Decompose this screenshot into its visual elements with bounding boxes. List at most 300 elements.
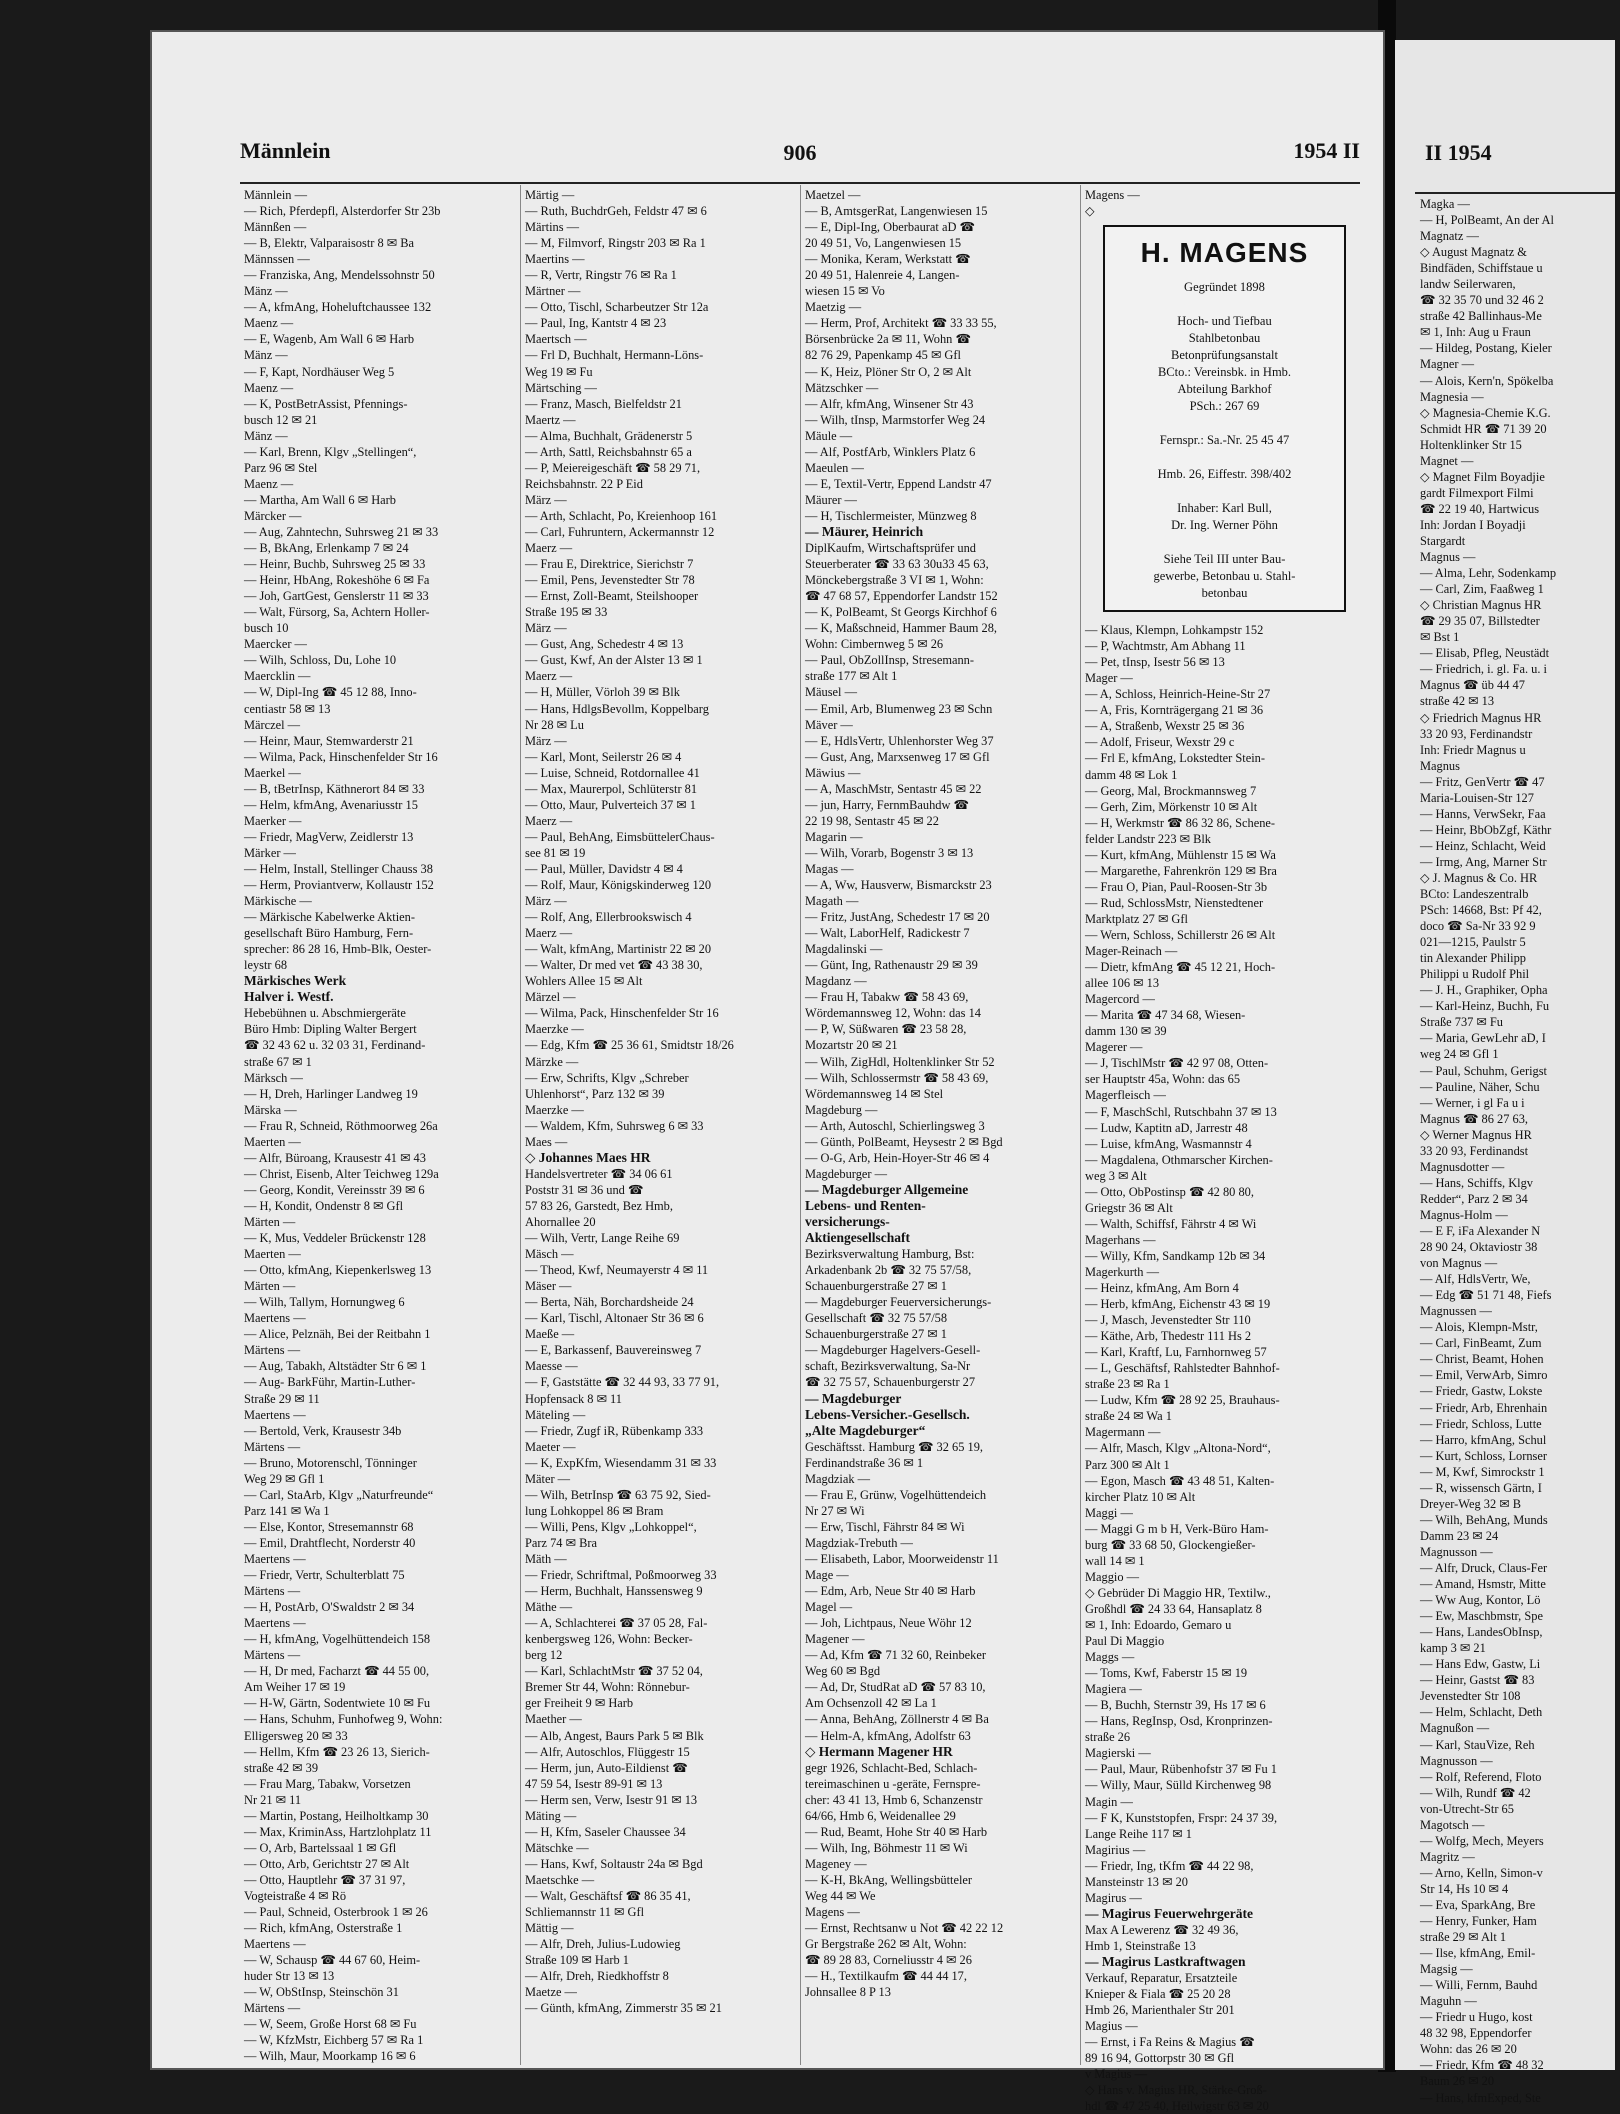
directory-entry: — K, PostBetrAssist, Pfennings-: [244, 396, 408, 411]
surname-heading: Mäsch —: [525, 1247, 574, 1262]
surname-heading: Magirius —: [1085, 1842, 1146, 1857]
directory-entry: — Frau E, Grünw, Vogelhüttendeich: [805, 1487, 987, 1502]
directory-entry: — P, Wachtmstr, Am Abhang 11: [1085, 639, 1246, 654]
directory-entry: — Georg, Kondit, Vereinsstr 39 ✉ 6: [244, 1182, 425, 1197]
surname-heading: Männlein —: [244, 188, 307, 202]
directory-entry: Parz 96 ✉ Stel: [244, 460, 318, 475]
directory-entry: — Friedr, Vertr, Schulterblatt 75: [244, 1568, 405, 1583]
directory-entry: — Bruno, Motorenschl, Tönninger: [244, 1455, 417, 1470]
directory-entry: busch 12 ✉ 21: [244, 412, 318, 427]
directory-entry: Griegstr 36 ✉ Alt: [1085, 1200, 1173, 1215]
surname-heading: Märzke —: [525, 1054, 579, 1069]
directory-entry: — Friedr u Hugo, kost: [1420, 2010, 1533, 2025]
directory-entry: Johnsallee 8 P 13: [805, 1985, 891, 2000]
directory-entry: straße 177 ✉ Alt 1: [805, 669, 898, 684]
directory-entry: — J. H., Graphiker, Opha: [1420, 983, 1548, 998]
ad-line: PSch.: 267 69: [1189, 399, 1260, 414]
directory-entry: — W, Schausp ☎ 44 67 60, Heim-: [244, 1953, 421, 1968]
surname-heading: Magiera —: [1085, 1682, 1142, 1697]
directory-entry: — Magdeburger Hagelvers-Gesell-: [805, 1343, 981, 1358]
directory-entry: — Paul, Ing, Kantstr 4 ✉ 23: [525, 316, 667, 331]
directory-entry: — Pet, tInsp, Isestr 56 ✉ 13: [1085, 655, 1225, 670]
ad-line: [1111, 449, 1338, 466]
surname-heading: Märcker —: [244, 508, 302, 523]
directory-entry: — K, ExpKfm, Wiesendamm 31 ✉ 33: [525, 1455, 717, 1470]
surname-heading: von Magnus —: [1420, 1256, 1498, 1271]
directory-entry: Nr 21 ✉ 11: [244, 1792, 302, 1807]
directory-entry: — Hellm, Kfm ☎ 23 26 13, Sierich-: [244, 1744, 430, 1759]
directory-entry: — Rolf, Ang, Ellerbrookswisch 4: [525, 910, 692, 925]
directory-entry: — Friedr, Arb, Ehrenhain: [1420, 1400, 1548, 1415]
directory-entry: Hopfensack 8 ✉ 11: [525, 1391, 622, 1406]
directory-entry: cher: 43 41 13, Hmb 6, Schanzenstr: [805, 1792, 983, 1807]
surname-heading: Maerz —: [525, 669, 573, 684]
directory-entry: ◇ Magnet Film Boyadjie: [1420, 469, 1545, 484]
directory-entry: ser Hauptstr 45a, Wohn: das 65: [1085, 1072, 1241, 1087]
directory-entry: — Friedr, Schriftmal, Poßmoorweg 33: [525, 1568, 717, 1583]
facing-header-rule: [1415, 192, 1615, 194]
surname-heading: Mänz —: [244, 348, 288, 363]
surname-heading: Magdalinski —: [805, 942, 883, 957]
directory-entry: Wohn: Cimbernweg 5 ✉ 26: [805, 637, 944, 652]
ad-line: Inhaber: Karl Bull,: [1177, 501, 1272, 516]
directory-entry: — Hans, Schuhm, Funhofweg 9, Wohn:: [244, 1712, 443, 1727]
directory-entry: — Ernst, Zoll-Beamt, Steilshooper: [525, 589, 699, 604]
directory-entry: — M, Filmvorf, Ringstr 203 ✉ Ra 1: [525, 236, 706, 251]
directory-entry: — Willy, Maur, Sülld Kirchenweg 98: [1085, 1778, 1272, 1793]
directory-entry: — R, Vertr, Ringstr 76 ✉ Ra 1: [525, 268, 677, 283]
directory-entry: — Ernst, i Fa Reins & Magius ☎: [1085, 2035, 1255, 2050]
surname-heading: Maerzke —: [525, 1102, 584, 1117]
ad-line: [1111, 296, 1338, 313]
surname-heading: Märtner —: [525, 284, 581, 299]
surname-heading: Maether —: [525, 1712, 582, 1727]
directory-entry: — Klaus, Klempn, Lohkampstr 152: [1085, 623, 1264, 638]
directory-entry: — Magirus Lastkraftwagen: [1085, 1953, 1246, 1969]
directory-entry: — Georg, Mal, Brockmannsweg 7: [1085, 783, 1257, 798]
directory-entry: — Hans Edw, Gastw, Li: [1420, 1657, 1541, 1672]
directory-entry: — A, Schlachterei ☎ 37 05 28, Fal-: [525, 1616, 708, 1631]
directory-entry: straße 26: [1085, 1730, 1131, 1745]
directory-entry: — Alfr, Dreh, Riedkhoffstr 8: [525, 1969, 669, 1984]
directory-entry: — K, Heiz, Plöner Str O, 2 ✉ Alt: [805, 364, 972, 379]
directory-entry: — Pauline, Näher, Schu: [1420, 1079, 1540, 1094]
page-header: [240, 110, 1360, 165]
directory-entry: — Ilse, kfmAng, Emil-: [1420, 1946, 1536, 1961]
directory-entry: Magnus: [1420, 758, 1460, 773]
directory-entry: Wohlers Allee 15 ✉ Alt: [525, 974, 643, 989]
surname-heading: Märten —: [244, 1215, 296, 1229]
surname-heading: Magnus-Holm —: [1420, 1207, 1508, 1222]
directory-entry: Wohn: das 26 ✉ 20: [1420, 2042, 1517, 2057]
directory-entry: — Max, Maurerpol, Schlüterstr 81: [525, 781, 698, 796]
directory-entry: — Rolf, Maur, Königskinderweg 120: [525, 878, 712, 893]
directory-entry: — Alb, Angest, Baurs Park 5 ✉ Blk: [525, 1728, 704, 1743]
directory-entry: — Edg, Kfm ☎ 25 36 61, Smidtstr 18/26: [525, 1038, 734, 1053]
directory-entry: — B, AmtsgerRat, Langenwiesen 15: [805, 204, 988, 219]
directory-entry: — Elisab, Pfleg, Neustädt: [1420, 646, 1550, 661]
directory-entry: — Fritz, JustAng, Schedestr 17 ✉ 20: [805, 910, 990, 925]
directory-entry: — P, Meiereigeschäft ☎ 58 29 71,: [525, 460, 701, 475]
directory-entry: Lebens- und Renten-: [805, 1197, 926, 1213]
directory-entry: Vogteistraße 4 ✉ Rö: [244, 1888, 347, 1903]
directory-entry: centiastr 58 ✉ 13: [244, 701, 331, 716]
directory-entry: — Wern, Schloss, Schillerstr 26 ✉ Alt: [1085, 927, 1276, 942]
directory-entry: Straße 195 ✉ 33: [525, 605, 608, 620]
directory-entry: — Friedr, Schloss, Lutte: [1420, 1416, 1542, 1431]
surname-heading: Magritz —: [1420, 1849, 1475, 1864]
surname-heading: Magerhans —: [1085, 1232, 1156, 1247]
directory-entry: ☎ 22 19 40, Hartwicus: [1420, 501, 1540, 516]
running-head: Männlein: [240, 138, 331, 163]
directory-entry: kenbergsweg 126, Wohn: Becker-: [525, 1632, 693, 1647]
directory-entry: — Arno, Kelln, Simon-v: [1420, 1865, 1543, 1880]
directory-entry: Magnus ☎ üb 44 47: [1420, 678, 1525, 693]
directory-entry: Hmb 1, Steinstraße 13: [1085, 1938, 1196, 1953]
directory-entry: Paul Di Maggio: [1085, 1634, 1165, 1649]
surname-heading: Magnusson —: [1420, 1544, 1493, 1559]
directory-entry: — Elisabeth, Labor, Moorweidenstr 11: [805, 1551, 999, 1566]
directory-entry: — Walth, Schiffsf, Fährstr 4 ✉ Wi: [1085, 1216, 1257, 1231]
directory-entry: — Gust, Ang, Schedestr 4 ✉ 13: [525, 637, 684, 652]
directory-entry: Schliemannstr 11 ✉ Gfl: [525, 1905, 645, 1920]
directory-entry: „Alte Magdeburger“: [805, 1422, 926, 1438]
directory-entry: — Harro, kfmAng, Schul: [1420, 1432, 1547, 1447]
directory-entry: — Karl-Heinz, Buchh, Fu: [1420, 999, 1550, 1014]
surname-heading: Maerten —: [244, 1134, 301, 1149]
directory-entry: Weg 60 ✉ Bgd: [805, 1664, 881, 1679]
directory-entry: — Edg ☎ 51 71 48, Fiefs: [1420, 1288, 1552, 1303]
directory-entry: — Heinz, Schlacht, Weid: [1420, 838, 1546, 853]
directory-entry: — Alfr, kfmAng, Winsener Str 43: [805, 396, 974, 411]
directory-entry: Hebebühnen u. Abschmiergeräte: [244, 1006, 406, 1021]
directory-entry: berg 12: [525, 1648, 563, 1663]
directory-entry: — Ernst, Rechtsanw u Not ☎ 42 22 12: [805, 1921, 1004, 1936]
directory-entry: — Paul, ObZollInsp, Stresemann-: [805, 653, 974, 668]
surname-heading: Maenz —: [244, 476, 294, 491]
directory-entry: ◇ Christian Magnus HR: [1420, 598, 1542, 613]
directory-entry: Straße 29 ✉ 11: [244, 1391, 320, 1406]
surname-heading: Magotsch —: [1420, 1817, 1485, 1832]
directory-entry: 89 16 94, Gottorpstr 30 ✉ Gfl: [1085, 2051, 1235, 2066]
directory-entry: — Bertold, Verk, Krausestr 34b: [244, 1423, 402, 1438]
surname-heading: Maeter —: [525, 1439, 576, 1454]
directory-entry: Steuerberater ☎ 33 63 30u33 45 63,: [805, 557, 989, 572]
directory-entry: — Paul, BehAng, EimsbüttelerChaus-: [525, 829, 715, 844]
surname-heading: Mäth —: [525, 1551, 567, 1566]
directory-entry: — Kurt, Schloss, Lornser: [1420, 1448, 1547, 1463]
directory-entry: — Alf, PostfArb, Winklers Platz 6: [805, 444, 976, 459]
directory-entry: — Wilh, Vorarb, Bogenstr 3 ✉ 13: [805, 845, 974, 860]
directory-entry: — Margarethe, Fahrenkrön 129 ✉ Bra: [1085, 863, 1277, 878]
directory-entry: — Hans, Kwf, Soltaustr 24a ✉ Bgd: [525, 1856, 703, 1871]
directory-entry: — Helm, kfmAng, Avenariusstr 15: [244, 797, 418, 812]
surname-heading: Maerzke —: [525, 1022, 584, 1037]
directory-entry: 20 49 51, Halenreie 4, Langen-: [805, 268, 960, 283]
directory-entry: damm 130 ✉ 39: [1085, 1024, 1167, 1039]
surname-heading: März —: [525, 733, 567, 748]
directory-entry: — Herm sen, Verw, Isestr 91 ✉ 13: [525, 1792, 698, 1807]
directory-entry: — F, Gaststätte ☎ 32 44 93, 33 77 91,: [525, 1375, 720, 1390]
surname-heading: Mäurer —: [805, 492, 857, 507]
surname-heading: Maes —: [525, 1134, 568, 1149]
directory-entry: Bremer Str 44, Wohn: Rönnebur-: [525, 1680, 690, 1695]
directory-entry: — Heinr, Gastst ☎ 83: [1420, 1673, 1535, 1688]
directory-entry: — Ludw, Kaptitn aD, Jarrestr 48: [1085, 1120, 1248, 1135]
directory-entry: straße 42 ✉ 13: [1420, 694, 1495, 709]
directory-entry: Mönckebergstraße 3 VI ✉ 1, Wohn:: [805, 573, 984, 588]
directory-entry: ◇ August Magnatz &: [1420, 245, 1527, 260]
facing-column: [1420, 196, 1620, 2106]
directory-entry: Arkadenbank 2b ☎ 32 75 57/58,: [805, 1263, 972, 1278]
directory-entry: — Franz, Masch, Bielfeldstr 21: [525, 396, 682, 411]
directory-entry: huder Str 13 ✉ 13: [244, 1969, 335, 1984]
surname-heading: Mäwius —: [805, 765, 861, 780]
surname-heading: März —: [525, 621, 567, 636]
directory-entry: — Wolfg, Mech, Meyers: [1420, 1833, 1544, 1848]
directory-entry: ☎ 29 35 07, Billstedter: [1420, 614, 1540, 629]
directory-entry: — Paul, Schuhm, Gerigst: [1420, 1063, 1547, 1078]
surname-heading: Mätschke —: [525, 1840, 589, 1855]
directory-entry: — Walt, Geschäftsf ☎ 86 35 41,: [525, 1888, 691, 1903]
directory-entry: von-Utrecht-Str 65: [1420, 1801, 1514, 1816]
directory-entry: — Alma, Buchhalt, Grädenerstr 5: [525, 428, 693, 443]
directory-entry: — P, W, Süßwaren ☎ 23 58 28,: [805, 1022, 967, 1037]
directory-entry: — Arth, Autoschl, Schierlingsweg 3: [805, 1118, 985, 1133]
directory-entry: — Alois, Klempn-Mstr,: [1420, 1320, 1538, 1335]
directory-entry: Hmb 26, Marienthaler Str 201: [1085, 2003, 1235, 2018]
directory-entry: Poststr 31 ✉ 36 und ☎: [525, 1182, 644, 1197]
surname-heading: Magnesia —: [1420, 389, 1484, 404]
directory-entry: — Else, Kontor, Stresemannstr 68: [244, 1519, 414, 1534]
directory-entry: — Heinr, Maur, Stemwarderstr 21: [244, 733, 414, 748]
directory-entry: — Herm, Buchhalt, Hanssensweg 9: [525, 1584, 703, 1599]
directory-entry: — Aug- BarkFühr, Martin-Luther-: [244, 1375, 416, 1390]
directory-entry: — Walt, LaborHelf, Radickestr 7: [805, 926, 970, 941]
surname-heading: Märczel —: [244, 717, 301, 732]
surname-heading: Märksch —: [244, 1070, 303, 1085]
surname-heading: Maeulen —: [805, 460, 864, 475]
surname-heading: Maercker —: [244, 637, 307, 652]
directory-entry: — Willi, Fernm, Bauhd: [1420, 1978, 1538, 1993]
directory-entry: kircher Platz 10 ✉ Alt: [1085, 1489, 1196, 1504]
directory-entry: — Wilma, Pack, Hinschenfelder Str 16: [244, 749, 438, 764]
directory-entry: — Amand, Hsmstr, Mitte: [1420, 1577, 1546, 1592]
directory-entry: Weg 44 ✉ We: [805, 1888, 876, 1903]
column-2: [520, 185, 800, 2065]
directory-entry: Am Weiher 17 ✉ 19: [244, 1680, 346, 1695]
directory-entry: ✉ 1, Inh: Edoardo, Gemaro u: [1085, 1618, 1232, 1632]
directory-entry: Bezirksverwaltung Hamburg, Bst:: [805, 1247, 975, 1262]
directory-entry: — Kurt, kfmAng, Mühlenstr 15 ✉ Wa: [1085, 847, 1276, 862]
directory-entry: burg ☎ 33 68 50, Glockengießer-: [1085, 1537, 1256, 1552]
surname-heading: Maggio —: [1085, 1569, 1140, 1584]
directory-entry: Weg 29 ✉ Gfl 1: [244, 1471, 325, 1486]
directory-entry: — Wilh, Schlossermstr ☎ 58 43 69,: [805, 1070, 989, 1085]
directory-entry: — Otto, kfmAng, Kiepenkerlsweg 13: [244, 1263, 432, 1278]
directory-entry: — jun, Harry, FernmBauhdw ☎: [805, 797, 969, 812]
directory-entry: Gesellschaft ☎ 32 75 57/58: [805, 1311, 948, 1326]
surname-heading: Maetzig —: [805, 300, 862, 315]
directory-entry: Geschäftsst. Hamburg ☎ 32 65 19,: [805, 1439, 983, 1454]
directory-entry: — H, Kfm, Saseler Chaussee 34: [525, 1824, 686, 1839]
surname-heading: Mäver —: [805, 717, 853, 732]
directory-entry: — K, Mus, Veddeler Brückenstr 128: [244, 1231, 426, 1246]
surname-heading: Maertens —: [244, 1407, 306, 1422]
directory-entry: BCto: Landeszentralb: [1420, 887, 1529, 902]
directory-entry: — M, Kwf, Simrockstr 1: [1420, 1464, 1545, 1479]
directory-entry: Verkauf, Reparatur, Ersatzteile: [1085, 1971, 1238, 1986]
directory-entry: — Wilh, BetrInsp ☎ 63 75 92, Sied-: [525, 1487, 711, 1502]
ad-line: Betonprüfungsanstalt: [1171, 348, 1278, 363]
directory-entry: ☎ 32 35 70 und 32 46 2: [1420, 293, 1544, 308]
directory-entry: — Alfr, Büroang, Krausestr 41 ✉ 43: [244, 1150, 426, 1165]
directory-entry: Str 14, Hs 10 ✉ 4: [1420, 1881, 1509, 1896]
surname-heading: Magath —: [805, 894, 859, 909]
directory-entry: — Rolf, Referend, Floto: [1420, 1769, 1542, 1784]
surname-heading: Magdeburger —: [805, 1166, 888, 1181]
directory-entry: — Frau R, Schneid, Röthmoorweg 26a: [244, 1118, 438, 1133]
surname-heading: Mäthe —: [525, 1600, 573, 1615]
directory-entry: — A, kfmAng, Hoheluftchaussee 132: [244, 300, 432, 315]
surname-heading: Magel —: [805, 1600, 853, 1615]
directory-entry: — Theod, Kwf, Neumayerstr 4 ✉ 11: [525, 1263, 709, 1278]
directory-entry: Bindfäden, Schiffstaue u: [1420, 261, 1543, 276]
directory-entry: gardt Filmexport Filmi: [1420, 485, 1534, 500]
directory-entry: — Günth, PolBeamt, Heysestr 2 ✉ Bgd: [805, 1134, 1003, 1149]
surname-heading: Maetze —: [525, 1985, 577, 2000]
surname-heading: Märtins —: [525, 220, 580, 235]
directory-entry: wiesen 15 ✉ Vo: [805, 284, 885, 299]
directory-entry: straße 42 ✉ 39: [244, 1760, 319, 1775]
directory-entry: — Rich, kfmAng, Osterstraße 1: [244, 1921, 403, 1936]
directory-entry: — Emil, VerwArb, Simro: [1420, 1368, 1548, 1383]
directory-entry: — Gust, Kwf, An der Alster 13 ✉ 1: [525, 653, 703, 668]
surname-heading: Maetzel —: [805, 188, 861, 202]
surname-heading: Magercord —: [1085, 992, 1155, 1007]
directory-entry: weg 24 ✉ Gfl 1: [1420, 1047, 1499, 1062]
directory-entry: 48 32 98, Eppendorfer: [1420, 2026, 1532, 2041]
directory-entry: — Ludw, Kfm ☎ 28 92 25, Brauhaus-: [1085, 1393, 1280, 1408]
directory-entry: — Carl, FinBeamt, Zum: [1420, 1336, 1542, 1351]
directory-entry: Damm 23 ✉ 24: [1420, 1528, 1499, 1543]
directory-entry: — H, Müller, Vörloh 39 ✉ Blk: [525, 685, 680, 700]
surname-heading: Märska —: [244, 1102, 297, 1117]
directory-entry: 28 90 24, Oktaviostr 38: [1420, 1240, 1538, 1255]
directory-entry: — Ad, Kfm ☎ 71 32 60, Reinbeker: [805, 1648, 986, 1663]
directory-entry: — Hildeg, Postang, Kieler: [1420, 341, 1552, 356]
directory-entry: — Wilh, Maur, Moorkamp 16 ✉ 6: [244, 2049, 416, 2064]
directory-entry: Schmidt HR ☎ 71 39 20: [1420, 421, 1547, 436]
column-1: [240, 185, 520, 2065]
surname-heading: Maertens —: [244, 1551, 306, 1566]
directory-entry: — Heinr, BbObZgf, Käthr: [1420, 822, 1552, 837]
directory-entry: Handelsvertreter ☎ 34 06 61: [525, 1166, 673, 1181]
surname-heading: Märkische —: [244, 894, 312, 909]
surname-heading: Maertsch —: [525, 332, 587, 347]
directory-entry: 64/66, Hmb 6, Weidenallee 29: [805, 1808, 956, 1823]
directory-entry: ✉ 1, Inh: Aug u Fraun: [1420, 325, 1531, 340]
directory-entry: PSch: 14668, Bst: Pf 42,: [1420, 903, 1542, 918]
surname-heading: Magnusdotter —: [1420, 1159, 1505, 1174]
year-label: 1954 II: [1293, 138, 1360, 163]
directory-entry: Großhdl ☎ 24 33 64, Hansaplatz 8: [1085, 1601, 1262, 1616]
directory-entry: ◇ Magnesia-Chemie K.G.: [1420, 405, 1551, 420]
directory-entry: — Aug, Zahntechn, Suhrsweg 21 ✉ 33: [244, 524, 439, 539]
surname-heading: Magnußon —: [1420, 1721, 1490, 1736]
directory-entry: — Ww Aug, Kontor, Lö: [1420, 1593, 1541, 1608]
directory-entry: Büro Hmb: Dipling Walter Bergert: [244, 1022, 417, 1037]
directory-entry: ◇ Werner Magnus HR: [1420, 1127, 1532, 1142]
directory-entry: — Hans, RegInsp, Osd, Kronprinzen-: [1085, 1714, 1273, 1729]
directory-entry: — Carl, Zim, Faaßweg 1: [1420, 582, 1544, 597]
directory-entry: ☎ 32 75 57, Schauenburgerstr 27: [805, 1375, 976, 1390]
surname-heading: Magierski —: [1085, 1746, 1151, 1761]
directory-entry: — E, Barkassenf, Bauvereinsweg 7: [525, 1343, 702, 1358]
directory-entry: ◇ Gebrüder Di Maggio HR, Textilw.,: [1085, 1585, 1271, 1600]
directory-entry: 33 20 93, Ferdinandstr: [1420, 726, 1533, 741]
directory-entry: Am Ochsenzoll 42 ✉ La 1: [805, 1696, 937, 1711]
surname-heading: Magerfleisch —: [1085, 1088, 1166, 1103]
directory-entry: — Carl, Fuhruntern, Ackermannstr 12: [525, 524, 715, 539]
directory-entry: — H-W, Gärtn, Sodentwiete 10 ✉ Fu: [244, 1696, 431, 1711]
directory-entry: — Helm-A, kfmAng, Adolfstr 63: [805, 1728, 971, 1743]
directory-entry: — Wilh, Rundf ☎ 42: [1420, 1785, 1531, 1800]
ad-line: [1111, 415, 1338, 432]
surname-heading: Mättig —: [525, 1921, 574, 1936]
directory-entry: hdl ☎ 47 25 40, Heilwigstr 63 ✉ 20: [1085, 2099, 1269, 2114]
directory-entry: weg 3 ✉ Alt: [1085, 1168, 1147, 1183]
directory-entry: Inh: Jordan I Boyadji: [1420, 517, 1526, 532]
directory-entry: ◇: [1085, 204, 1095, 219]
directory-entry: — Frl D, Buchhalt, Hermann-Löns-: [525, 348, 704, 363]
directory-entry: ◇ Friedrich Magnus HR: [1420, 710, 1542, 725]
directory-entry: Straße 109 ✉ Harb 1: [525, 1953, 629, 1968]
directory-entry: — Toms, Kwf, Faberstr 15 ✉ 19: [1085, 1666, 1248, 1681]
directory-entry: Parz 300 ✉ Alt 1: [1085, 1457, 1170, 1472]
directory-entry: — Magdeburger Allgemeine: [805, 1181, 969, 1197]
directory-entry: — Alfr, Autoschlos, Flüggestr 15: [525, 1744, 690, 1759]
directory-entry: Straße 737 ✉ Fu: [1420, 1015, 1504, 1030]
directory-entry: felder Landstr 223 ✉ Blk: [1085, 831, 1211, 846]
directory-entry: — Günth, kfmAng, Zimmerstr 35 ✉ 21: [525, 2001, 722, 2016]
directory-entry: — E, Dipl-Ing, Oberbaurat aD ☎: [805, 220, 975, 235]
ad-line: [1111, 534, 1338, 551]
surname-heading: Maertins —: [525, 252, 585, 267]
surname-heading: Männssen —: [244, 252, 310, 267]
directory-entry: — Karl, StauVize, Reh: [1420, 1737, 1535, 1752]
surname-heading: Mäter —: [525, 1471, 571, 1486]
directory-entry: — O-G, Arb, Hein-Hoyer-Str 46 ✉ 4: [805, 1150, 990, 1165]
directory-entry: — Erw, Schrifts, Klgv „Schreber: [525, 1070, 689, 1085]
directory-entry: — Hans, HdlgsBevollm, Koppelbarg: [525, 701, 709, 716]
directory-entry: — J, Masch, Jevenstedter Str 110: [1085, 1313, 1251, 1328]
directory-entry: Nr 27 ✉ Wi: [805, 1503, 865, 1518]
surname-heading: Magdeburg —: [805, 1102, 878, 1117]
directory-entry: Wördemannsweg 12, Wohn: das 14: [805, 1006, 981, 1021]
directory-entry: — B, Buchh, Sternstr 39, Hs 17 ✉ 6: [1085, 1698, 1266, 1713]
directory-entry: — H, kfmAng, Vogelhüttendeich 158: [244, 1632, 431, 1647]
directory-entry: — Berta, Näh, Borchardsheide 24: [525, 1295, 694, 1310]
directory-entry: — K-H, BkAng, Wellingsbütteler: [805, 1872, 973, 1887]
directory-entry: see 81 ✉ 19: [525, 845, 586, 860]
surname-heading: Magnus —: [1420, 550, 1476, 565]
surname-heading: Mänz —: [244, 428, 288, 443]
directory-entry: — Friedr, Zugf iR, Rübenkamp 333: [525, 1423, 704, 1438]
directory-entry: — A, Straßenb, Wexstr 25 ✉ 36: [1085, 719, 1245, 734]
directory-entry: ger Freiheit 9 ✉ Harb: [525, 1696, 634, 1711]
directory-entry: — Herm, Proviantverw, Kollaustr 152: [244, 878, 434, 893]
